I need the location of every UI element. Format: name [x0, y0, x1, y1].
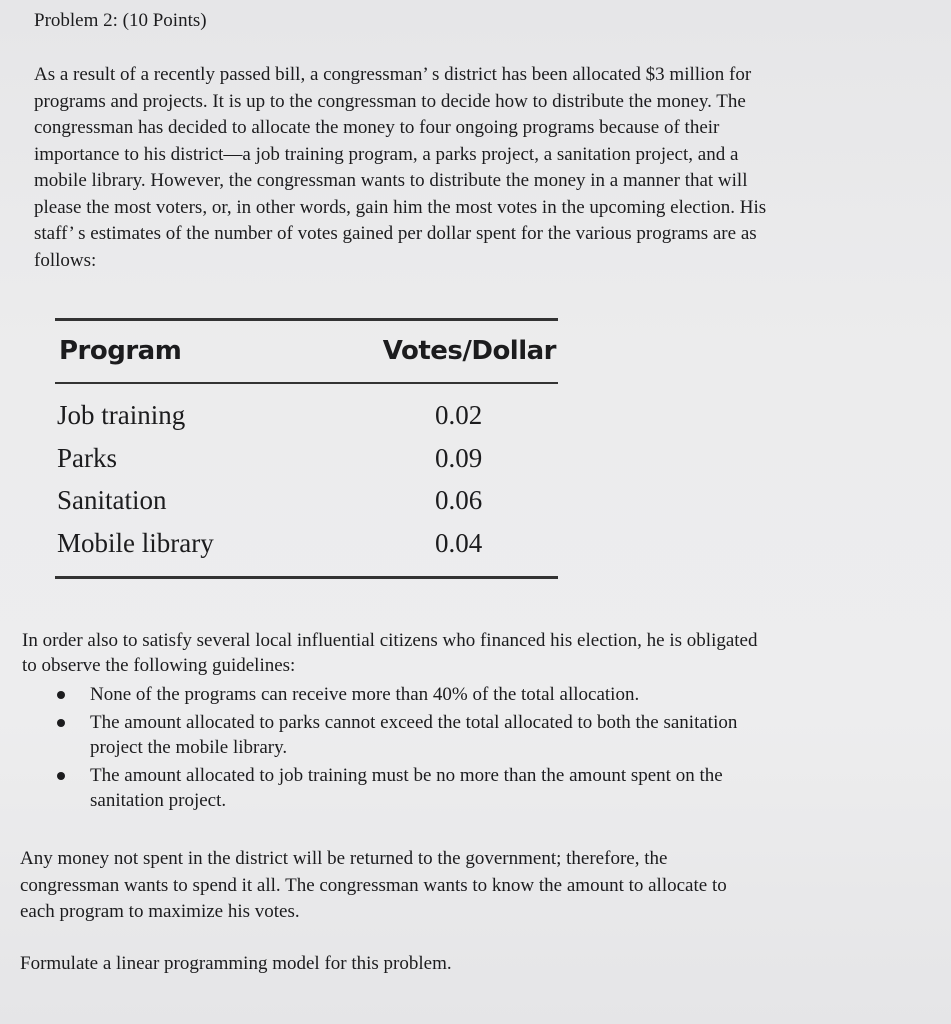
intro-line: importance to his district—a job training program, a parks project, a sanitation project, and a	[34, 143, 739, 165]
program-name: Job training	[57, 400, 186, 430]
table-bottom-rule	[55, 576, 558, 579]
guidelines-list	[22, 682, 922, 816]
table-header-rule	[55, 382, 558, 384]
table-row	[55, 443, 558, 485]
bullet-icon	[57, 719, 65, 727]
closing-paragraph	[20, 846, 920, 926]
guideline-text: The amount allocated to job training must be no more than the amount spent on the	[90, 765, 723, 786]
votes-value: 0.09	[435, 443, 483, 473]
guideline-text: The amount allocated to parks cannot exceed the total allocated to both the sanitation	[90, 712, 738, 733]
list-item	[22, 763, 922, 813]
votes-value: 0.06	[435, 485, 483, 515]
table-header-program: Program	[59, 336, 182, 366]
intro-line: programs and projects. It is up to the congressman to decide how to distribute the money. The	[34, 90, 746, 112]
intro-line: congressman has decided to allocate the money to four ongoing programs because of their	[34, 117, 720, 138]
list-item	[22, 682, 922, 707]
votes-value: 0.02	[435, 400, 483, 430]
table-row	[55, 485, 558, 527]
votes-table	[55, 318, 558, 580]
task-instruction: Formulate a linear programming model for this problem.	[20, 953, 452, 974]
table-header-votes: Votes/Dollar	[382, 336, 556, 366]
guidelines-intro-line: to observe the following guidelines:	[22, 655, 296, 676]
guidelines-intro-line: In order also to satisfy several local influential citizens who financed his election, he is obligated	[22, 630, 758, 651]
intro-line: please the most voters, or, in other words, gain him the most votes in the upcoming election. His	[34, 196, 767, 218]
closing-line: congressman wants to spend it all. The congressman wants to know the amount to allocate to	[20, 874, 727, 896]
bullet-icon	[57, 691, 65, 699]
table-top-rule	[55, 318, 558, 321]
table-row	[55, 528, 558, 570]
program-name: Parks	[57, 443, 117, 473]
intro-line: mobile library. However, the congressman wants to distribute the money in a manner that will	[34, 170, 748, 191]
guidelines-intro	[22, 628, 922, 678]
intro-line: follows:	[34, 249, 97, 271]
program-name: Mobile library	[57, 528, 214, 558]
list-item	[22, 710, 922, 760]
problem-title: Problem 2: (10 Points)	[34, 10, 207, 31]
intro-line: staff’ s estimates of the number of votes gained per dollar spent for the various programs are as	[34, 223, 757, 244]
guideline-text: project the mobile library.	[90, 737, 288, 758]
votes-value: 0.04	[435, 528, 483, 558]
bullet-icon	[57, 772, 65, 780]
guideline-text: None of the programs can receive more than 40% of the total allocation.	[90, 684, 640, 705]
closing-line: each program to maximize his votes.	[20, 901, 300, 922]
intro-paragraph	[34, 62, 914, 274]
table-row	[55, 400, 558, 442]
program-name: Sanitation	[57, 485, 167, 515]
intro-line: As a result of a recently passed bill, a congressman’ s district has been allocated $3 million for	[34, 64, 752, 85]
guideline-text: sanitation project.	[90, 790, 227, 811]
closing-line: Any money not spent in the district will be returned to the government; therefore, the	[20, 848, 668, 869]
